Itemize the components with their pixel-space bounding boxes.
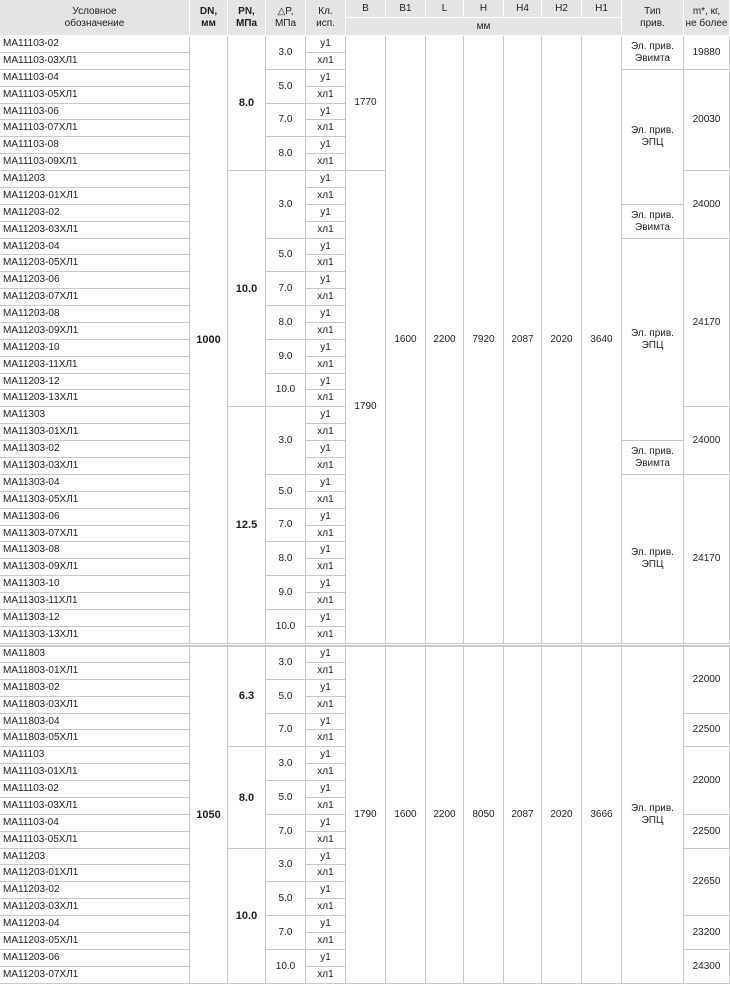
designation-cell: МА11103-03ХЛ1 [0,53,190,70]
climate-class-cell: хл1 [306,663,346,680]
pressure-drop-cell: 10.0 [266,374,306,407]
mass-cell: 24300 [684,950,730,984]
climate-class-cell: у1 [306,36,346,53]
designation-cell: МА11103-04 [0,815,190,832]
designation-cell: МА11303-09ХЛ1 [0,559,190,576]
pressure-drop-cell: 8.0 [266,542,306,576]
h2-cell: 2020 [542,646,582,984]
climate-class-cell: у1 [306,646,346,663]
climate-class-cell: хл1 [306,188,346,205]
designation-cell: МА11303 [0,407,190,424]
designation-cell: МА11303-04 [0,475,190,492]
climate-class-cell: у1 [306,70,346,87]
designation-cell: МА11303-13ХЛ1 [0,627,190,644]
designation-cell: МА11203-11ХЛ1 [0,357,190,374]
drive-type-cell: Эл. прив. Эвимта [622,441,684,475]
designation-cell: МА11103-09ХЛ1 [0,154,190,171]
b-cell: 1770 [346,36,386,171]
header-h4: H4 [504,0,542,18]
climate-class-cell: у1 [306,340,346,357]
designation-cell: МА11303-08 [0,542,190,559]
pressure-drop-cell: 10.0 [266,610,306,644]
designation-cell: МА11103-06 [0,104,190,120]
climate-class-cell: хл1 [306,933,346,950]
designation-cell: МА11303-12 [0,610,190,627]
h4-cell: 2087 [504,646,542,984]
pressure-drop-cell: 3.0 [266,849,306,882]
designation-cell: МА11103-07ХЛ1 [0,120,190,137]
drive-type-cell: Эл. прив. ЭПЦ [622,239,684,441]
designation-cell: МА11803-01ХЛ1 [0,663,190,680]
climate-class-cell: у1 [306,882,346,899]
pressure-drop-cell: 8.0 [266,137,306,171]
header-pn: PN, МПа [228,0,266,36]
pn-cell: 6.3 [228,646,266,747]
climate-class-cell: хл1 [306,120,346,137]
h4-cell: 2087 [504,36,542,644]
climate-class-cell: у1 [306,407,346,424]
climate-class-cell: у1 [306,714,346,730]
h-cell: 8050 [464,646,504,984]
pressure-drop-cell: 5.0 [266,680,306,714]
drive-type-cell: Эл. прив. ЭПЦ [622,646,684,984]
pn-cell: 8.0 [228,36,266,171]
mass-cell: 23200 [684,916,730,950]
designation-cell: МА11203-02 [0,205,190,222]
header-mass: m*, кг, не более [684,0,730,36]
mass-cell: 24000 [684,171,730,239]
mass-cell: 24170 [684,239,730,407]
designation-cell: МА11203 [0,171,190,188]
h-cell: 7920 [464,36,504,644]
pressure-drop-cell: 7.0 [266,272,306,306]
pressure-drop-cell: 5.0 [266,70,306,104]
drive-type-cell: Эл. прив. ЭПЦ [622,70,684,205]
h2-cell: 2020 [542,36,582,644]
climate-class-cell: у1 [306,576,346,593]
pressure-drop-cell: 5.0 [266,781,306,815]
b1-cell: 1600 [386,36,426,644]
designation-cell: МА11103-05ХЛ1 [0,87,190,104]
designation-cell: МА11303-02 [0,441,190,458]
designation-cell: МА11203-09ХЛ1 [0,323,190,340]
climate-class-cell: у1 [306,747,346,764]
climate-class-cell: хл1 [306,593,346,610]
climate-class-cell: у1 [306,815,346,832]
climate-class-cell: у1 [306,441,346,458]
pressure-drop-cell: 3.0 [266,747,306,781]
climate-class-cell: хл1 [306,730,346,747]
dn-cell: 1000 [190,36,228,644]
mass-cell: 24000 [684,407,730,475]
pressure-drop-cell: 3.0 [266,171,306,239]
designation-cell: МА11203-04 [0,239,190,255]
designation-cell: МА11203-13ХЛ1 [0,390,190,407]
drive-type-cell: Эл. прив. Эвимта [622,205,684,239]
designation-cell: МА11303-10 [0,576,190,593]
l-cell: 2200 [426,646,464,984]
climate-class-cell: хл1 [306,559,346,576]
designation-cell: МА11203-12 [0,374,190,390]
pressure-drop-cell: 7.0 [266,916,306,950]
climate-class-cell: у1 [306,239,346,255]
designation-cell: МА11803-05ХЛ1 [0,730,190,747]
climate-class-cell: хл1 [306,154,346,171]
designation-cell: МА11103-02 [0,781,190,798]
climate-class-cell: хл1 [306,424,346,441]
pressure-drop-cell: 7.0 [266,509,306,542]
designation-cell: МА11303-05ХЛ1 [0,492,190,509]
pn-cell: 10.0 [228,849,266,984]
designation-cell: МА11103-02 [0,36,190,53]
climate-class-cell: у1 [306,104,346,120]
designation-cell: МА11803-02 [0,680,190,697]
designation-cell: МА11203 [0,849,190,865]
designation-cell: МА11203-07ХЛ1 [0,967,190,984]
climate-class-cell: у1 [306,950,346,967]
pressure-drop-cell: 3.0 [266,407,306,475]
pressure-drop-cell: 3.0 [266,36,306,70]
designation-cell: МА11203-02 [0,882,190,899]
mass-cell: 19880 [684,36,730,70]
climate-class-cell: хл1 [306,798,346,815]
designation-cell: МА11203-05ХЛ1 [0,255,190,272]
header-unit-mm: мм [346,18,622,36]
h1-cell: 3640 [582,36,622,644]
designation-cell: МА11203-03ХЛ1 [0,899,190,916]
climate-class-cell: хл1 [306,458,346,475]
l-cell: 2200 [426,36,464,644]
climate-class-cell: у1 [306,849,346,865]
header-l: L [426,0,464,18]
climate-class-cell: у1 [306,475,346,492]
mass-cell: 22500 [684,815,730,849]
climate-class-cell: у1 [306,680,346,697]
climate-class-cell: хл1 [306,289,346,306]
climate-class-cell: хл1 [306,323,346,340]
designation-cell: МА11103 [0,747,190,764]
header-h2: H2 [542,0,582,18]
designation-cell: МА11103-08 [0,137,190,154]
mass-cell: 24170 [684,475,730,644]
climate-class-cell: хл1 [306,899,346,916]
climate-class-cell: у1 [306,205,346,222]
header-drive-type: Тип прив. [622,0,684,36]
pn-cell: 8.0 [228,747,266,849]
designation-cell: МА11803 [0,646,190,663]
header-h1: H1 [582,0,622,18]
climate-class-cell: хл1 [306,357,346,374]
designation-cell: МА11103-01ХЛ1 [0,764,190,781]
designation-cell: МА11203-07ХЛ1 [0,289,190,306]
climate-class-cell: хл1 [306,222,346,239]
designation-cell: МА11203-06 [0,272,190,289]
climate-class-cell: хл1 [306,53,346,70]
climate-class-cell: хл1 [306,492,346,509]
header-h: H [464,0,504,18]
pressure-drop-cell: 9.0 [266,340,306,374]
designation-cell: МА11203-05ХЛ1 [0,933,190,950]
climate-class-cell: у1 [306,374,346,390]
climate-class-cell: у1 [306,916,346,933]
designation-cell: МА11203-06 [0,950,190,967]
header-b1: B1 [386,0,426,18]
designation-cell: МА11303-07ХЛ1 [0,526,190,542]
designation-cell: МА11103-03ХЛ1 [0,798,190,815]
climate-class-cell: хл1 [306,627,346,644]
pn-cell: 12.5 [228,407,266,644]
pressure-drop-cell: 7.0 [266,714,306,747]
header-b: B [346,0,386,18]
designation-cell: МА11303-03ХЛ1 [0,458,190,475]
climate-class-cell: у1 [306,610,346,627]
climate-class-cell: у1 [306,171,346,188]
mass-cell: 20030 [684,70,730,171]
header-pressure-drop: △P, МПа [266,0,306,36]
designation-cell: МА11203-03ХЛ1 [0,222,190,239]
climate-class-cell: у1 [306,306,346,323]
climate-class-cell: хл1 [306,764,346,781]
climate-class-cell: хл1 [306,865,346,882]
mass-cell: 22000 [684,646,730,714]
pressure-drop-cell: 5.0 [266,239,306,272]
climate-class-cell: хл1 [306,526,346,542]
designation-cell: МА11103-05ХЛ1 [0,832,190,849]
climate-class-cell: у1 [306,781,346,798]
climate-class-cell: у1 [306,542,346,559]
header-dn: DN, мм [190,0,228,36]
h1-cell: 3666 [582,646,622,984]
designation-cell: МА11203-10 [0,340,190,357]
climate-class-cell: хл1 [306,832,346,849]
dn-cell: 1050 [190,646,228,984]
designation-cell: МА11303-06 [0,509,190,526]
designation-cell: МА11303-01ХЛ1 [0,424,190,441]
group-separator [0,645,730,647]
b1-cell: 1600 [386,646,426,984]
climate-class-cell: хл1 [306,87,346,104]
drive-type-cell: Эл. прив. Эвимта [622,36,684,70]
mass-cell: 22000 [684,747,730,815]
b-cell: 1790 [346,171,386,644]
climate-class-cell: у1 [306,272,346,289]
pressure-drop-cell: 3.0 [266,646,306,680]
climate-class-cell: у1 [306,137,346,154]
designation-cell: МА11803-03ХЛ1 [0,697,190,714]
designation-cell: МА11203-04 [0,916,190,933]
pressure-drop-cell: 7.0 [266,815,306,849]
pressure-drop-cell: 5.0 [266,475,306,509]
designation-cell: МА11203-08 [0,306,190,323]
pressure-drop-cell: 7.0 [266,104,306,137]
mass-cell: 22500 [684,714,730,747]
climate-class-cell: у1 [306,509,346,526]
designation-cell: МА11103-04 [0,70,190,87]
designation-cell: МА11203-01ХЛ1 [0,188,190,205]
header-designation: Условное обозначение [0,0,190,36]
climate-class-cell: хл1 [306,255,346,272]
drive-type-cell: Эл. прив. ЭПЦ [622,475,684,644]
designation-cell: МА11303-11ХЛ1 [0,593,190,610]
b-cell: 1790 [346,646,386,984]
pressure-drop-cell: 10.0 [266,950,306,984]
header-class: Кл. исп. [306,0,346,36]
pressure-drop-cell: 8.0 [266,306,306,340]
designation-cell: МА11203-01ХЛ1 [0,865,190,882]
climate-class-cell: хл1 [306,697,346,714]
designation-cell: МА11803-04 [0,714,190,730]
pressure-drop-cell: 9.0 [266,576,306,610]
mass-cell: 22650 [684,849,730,916]
climate-class-cell: хл1 [306,390,346,407]
pressure-drop-cell: 5.0 [266,882,306,916]
pn-cell: 10.0 [228,171,266,407]
climate-class-cell: хл1 [306,967,346,984]
